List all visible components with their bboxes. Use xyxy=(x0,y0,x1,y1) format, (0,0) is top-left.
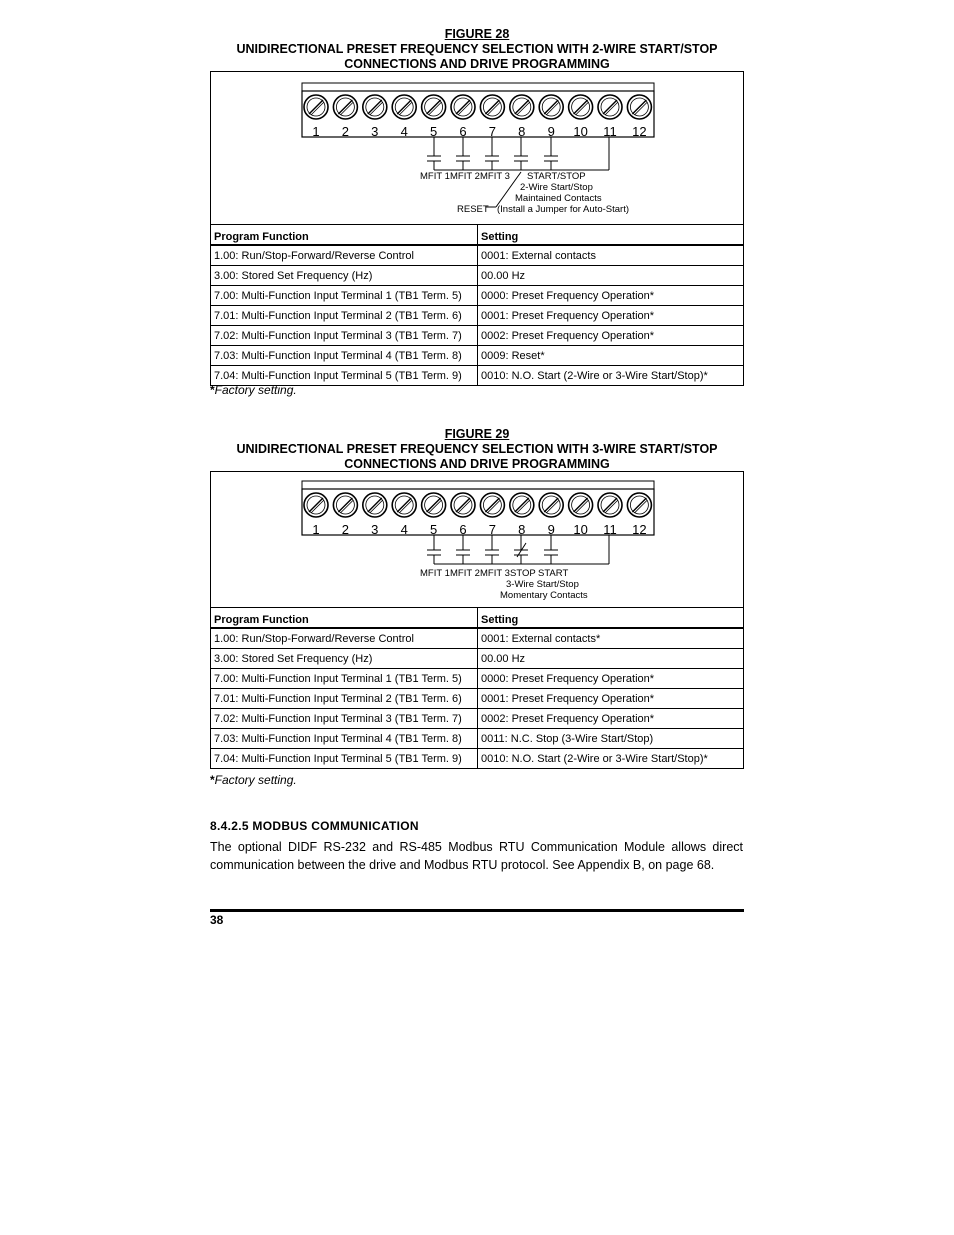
setting-cell: 0001: External contacts* xyxy=(481,632,601,645)
figure-28-diagram xyxy=(211,72,743,225)
figure-29-box xyxy=(210,471,744,769)
footnote-asterisk: * xyxy=(210,383,215,397)
terminal-number: 8 xyxy=(518,522,526,537)
terminal-screw-icon xyxy=(363,493,387,517)
terminal-number: 11 xyxy=(603,124,617,139)
program-function-cell: 7.00: Multi-Function Input Terminal 1 (TB1 Term. 5) xyxy=(211,669,478,689)
terminal-screw-icon xyxy=(627,493,651,517)
table-row xyxy=(211,749,743,769)
table-row xyxy=(211,286,743,306)
terminal-screw-icon xyxy=(451,493,475,517)
mfit3-label: MFIT 3 xyxy=(480,568,510,579)
program-function-cell: 1.00: Run/Stop-Forward/Reverse Control xyxy=(211,245,478,266)
figure-29-footnote xyxy=(210,773,297,787)
terminal-number: 6 xyxy=(459,522,467,537)
diagram-labels xyxy=(420,568,588,601)
terminal-number: 7 xyxy=(488,124,497,139)
setting-cell: 0010: N.O. Start (2-Wire or 3-Wire Start/Stop)* xyxy=(478,749,744,769)
section-heading: 8.4.2.5 MODBUS COMMUNICATION xyxy=(210,819,419,833)
terminal-screw-icon xyxy=(539,493,563,517)
momentary-contacts-label: Momentary Contacts xyxy=(500,590,588,601)
table-row xyxy=(211,628,743,649)
setting-cell: 00.00 Hz xyxy=(478,266,744,286)
mfit1-label: MFIT 1 xyxy=(420,568,450,579)
mfit2-label: MFIT 2 xyxy=(450,171,480,182)
terminal-number: 9 xyxy=(547,522,555,537)
terminal-number: 10 xyxy=(573,124,588,139)
footer-rule xyxy=(210,909,744,912)
program-function-cell: 3.00: Stored Set Frequency (Hz) xyxy=(211,266,478,286)
program-function-cell: 3.00: Stored Set Frequency (Hz) xyxy=(211,649,478,669)
terminal-number: 6 xyxy=(459,124,467,139)
terminal-number: 11 xyxy=(603,522,617,537)
terminal-screw-icon xyxy=(510,493,534,517)
header-setting: Setting xyxy=(478,608,744,628)
terminal-number: 5 xyxy=(429,124,438,139)
table-row xyxy=(211,266,743,286)
terminal-strip-diagram-29 xyxy=(211,472,743,607)
terminal-screw-icon xyxy=(304,95,328,119)
setting-cell: 0009: Reset* xyxy=(478,346,744,366)
figure-29-title-line1: UNIDIRECTIONAL PRESET FREQUENCY SELECTION WITH 3-WIRE START/STOP xyxy=(236,442,718,456)
terminal-number: 9 xyxy=(547,124,555,139)
program-function-cell: 7.00: Multi-Function Input Terminal 1 (TB1 Term. 5) xyxy=(211,286,478,306)
terminal-screw-icon xyxy=(304,493,328,517)
terminal-screw-icon xyxy=(569,493,593,517)
footnote-asterisk: * xyxy=(210,773,215,787)
section-paragraph: The optional DIDF RS-232 and RS-485 Modbus RTU Communication Module allows direct communication between the drive and Modbus RTU protocol. See Appendix B, on page 68. xyxy=(210,840,743,872)
setting-cell: 00.00 Hz xyxy=(478,649,744,669)
terminal-screw-icon xyxy=(392,95,416,119)
stop-label: STOP xyxy=(510,568,536,579)
figure-29-program-table xyxy=(211,608,743,768)
table-row xyxy=(211,306,743,326)
program-function-cell: 7.02: Multi-Function Input Terminal 3 (TB1 Term. 7) xyxy=(211,709,478,729)
terminal-number: 12 xyxy=(632,522,647,537)
table-row xyxy=(211,245,743,266)
start-label: START xyxy=(538,568,569,579)
table-row xyxy=(211,669,743,689)
terminal-strip-rail xyxy=(302,481,654,489)
terminal-screw-icon xyxy=(480,95,504,119)
setting-cell: 0002: Preset Frequency Operation* xyxy=(478,326,744,346)
table-row xyxy=(211,689,743,709)
terminal-number: 1 xyxy=(312,124,320,139)
figure-28-number: FIGURE 28 xyxy=(444,27,510,41)
diagram-labels xyxy=(420,171,629,215)
terminal-strip-diagram-28 xyxy=(211,72,743,224)
mfit1-label: MFIT 1 xyxy=(420,171,450,182)
table-row xyxy=(211,346,743,366)
setting-cell: 0010: N.O. Start (2-Wire or 3-Wire Start/Stop)* xyxy=(478,366,744,386)
terminal-strip xyxy=(302,481,654,537)
program-function-cell: 7.04: Multi-Function Input Terminal 5 (TB1 Term. 9) xyxy=(211,749,478,769)
terminal-number: 5 xyxy=(429,522,438,537)
figure-28-program-table xyxy=(211,225,743,385)
mfit3-label: MFIT 3 xyxy=(480,171,510,182)
terminal-screw-icon xyxy=(627,95,651,119)
terminal-number: 3 xyxy=(371,522,379,537)
terminal-screw-icon xyxy=(333,95,357,119)
terminal-strip xyxy=(302,83,654,139)
terminal-screw-icon xyxy=(598,493,622,517)
terminal-screw-icon xyxy=(598,95,622,119)
mfit2-label: MFIT 2 xyxy=(450,568,480,579)
program-function-cell: 7.03: Multi-Function Input Terminal 4 (TB1 Term. 8) xyxy=(211,729,478,749)
table-header-row xyxy=(211,225,743,245)
setting-cell: 0001: External contacts xyxy=(481,249,596,262)
program-function-cell: 7.02: Multi-Function Input Terminal 3 (TB1 Term. 7) xyxy=(211,326,478,346)
start-stop-label: START/STOP xyxy=(527,171,586,182)
maintained-contacts-label: Maintained Contacts xyxy=(515,193,602,204)
terminal-screw-icon xyxy=(480,493,504,517)
terminal-screw-icon xyxy=(333,493,357,517)
terminal-number: 10 xyxy=(573,522,588,537)
terminal-number: 3 xyxy=(371,124,379,139)
page-number: 38 xyxy=(210,913,224,927)
figure-29-diagram xyxy=(211,472,743,608)
three-wire-label: 3-Wire Start/Stop xyxy=(506,579,579,590)
program-function-cell: 7.01: Multi-Function Input Terminal 2 (TB1 Term. 6) xyxy=(211,689,478,709)
figure-28-footnote xyxy=(210,383,297,397)
terminal-screw-icon xyxy=(392,493,416,517)
terminal-screw-icon xyxy=(539,95,563,119)
footnote-text: Factory setting. xyxy=(214,773,297,787)
terminal-screw-icon xyxy=(422,95,446,119)
terminal-number: 2 xyxy=(341,124,350,139)
header-program-function: Program Function xyxy=(211,225,478,245)
terminal-number: 7 xyxy=(488,522,497,537)
two-wire-label: 2-Wire Start/Stop xyxy=(520,182,593,193)
setting-cell: 0001: Preset Frequency Operation* xyxy=(478,689,744,709)
wiring xyxy=(427,535,609,564)
footnote-text: Factory setting. xyxy=(214,383,297,397)
terminal-number: 8 xyxy=(518,124,526,139)
program-function-cell: 7.01: Multi-Function Input Terminal 2 (TB1 Term. 6) xyxy=(211,306,478,326)
terminal-screw-icon xyxy=(422,493,446,517)
terminal-strip-rail xyxy=(302,83,654,91)
terminal-number: 4 xyxy=(400,522,408,537)
setting-cell: 0000: Preset Frequency Operation* xyxy=(478,669,744,689)
program-function-cell: 1.00: Run/Stop-Forward/Reverse Control xyxy=(211,628,478,649)
table-row xyxy=(211,649,743,669)
terminal-screw-icon xyxy=(451,95,475,119)
program-function-cell: 7.03: Multi-Function Input Terminal 4 (TB1 Term. 8) xyxy=(211,346,478,366)
table-row xyxy=(211,729,743,749)
setting-cell: 0002: Preset Frequency Operation* xyxy=(478,709,744,729)
table-row xyxy=(211,709,743,729)
figure-28-box xyxy=(210,71,744,386)
table-row xyxy=(211,326,743,346)
terminal-screw-icon xyxy=(510,95,534,119)
figure-29-title-line2: CONNECTIONS AND DRIVE PROGRAMMING xyxy=(344,457,610,471)
terminal-number: 2 xyxy=(341,522,350,537)
setting-cell: 0011: N.C. Stop (3-Wire Start/Stop) xyxy=(478,729,744,749)
terminal-screw-icon xyxy=(569,95,593,119)
terminal-screw-icon xyxy=(363,95,387,119)
header-program-function: Program Function xyxy=(211,608,478,628)
program-function-cell: 7.04: Multi-Function Input Terminal 5 (TB1 Term. 9) xyxy=(211,366,478,386)
figure-28-title-line2: CONNECTIONS AND DRIVE PROGRAMMING xyxy=(344,57,610,71)
header-setting: Setting xyxy=(478,225,744,245)
terminal-number: 12 xyxy=(632,124,647,139)
figure-28-caption xyxy=(210,27,744,72)
figure-29-caption xyxy=(210,427,744,472)
setting-cell: 0000: Preset Frequency Operation* xyxy=(478,286,744,306)
jumper-note-label: (Install a Jumper for Auto-Start) xyxy=(497,204,629,215)
reset-label: RESET xyxy=(457,204,489,215)
table-header-row xyxy=(211,608,743,628)
figure-29-number: FIGURE 29 xyxy=(444,427,510,441)
figure-28-title-line1: UNIDIRECTIONAL PRESET FREQUENCY SELECTION WITH 2-WIRE START/STOP xyxy=(236,42,718,56)
terminal-number: 4 xyxy=(400,124,408,139)
setting-cell: 0001: Preset Frequency Operation* xyxy=(478,306,744,326)
terminal-number: 1 xyxy=(312,522,320,537)
